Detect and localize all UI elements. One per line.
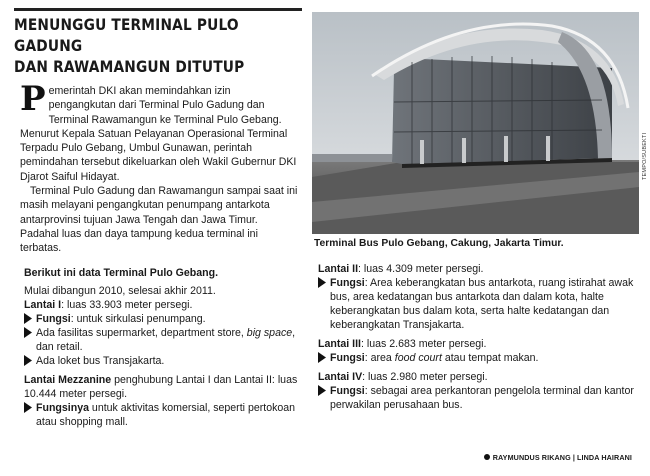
headline-line-2: DAN RAWAMANGUN DITUTUP bbox=[14, 57, 245, 76]
photo-caption: Terminal Bus Pulo Gebang, Cakung, Jakarta Timur. bbox=[314, 238, 564, 249]
lantai-2-fungsi: Fungsi: Area keberangkatan bus antarkota, ruang istirahat awak bus, area kedatangan bus antarkota dan dalam kota, halte keberangkatan bus dalam kota, serta halte kedatangan dan keberangkatan Transjakarta. bbox=[318, 276, 642, 332]
terminal-building-image bbox=[312, 12, 639, 234]
byline bbox=[484, 453, 632, 462]
triangle-bullet-icon bbox=[24, 327, 32, 338]
lead-paragraph-1-text: emerintah DKI akan memindahkan izin pengangkutan dari Terminal Pulo Gadung dan Terminal Rawamangun ke Terminal Pulo Gebang. Menurut Kepala Satuan Pelayanan Operasional Terminal Terpadu Pulo Gebang, Umbul Gunawan, perintah pemindahan tersebut dikeluarkan oleh Wakil Gubernur DKI Djarot Saiful Hidayat. bbox=[20, 85, 297, 183]
drop-cap: P bbox=[20, 79, 46, 119]
dot-icon bbox=[484, 454, 490, 460]
terminal-photo bbox=[312, 12, 639, 234]
lead-text bbox=[20, 79, 298, 256]
headline-line-1: MENUNGGU TERMINAL PULO GADUNG bbox=[14, 15, 239, 55]
triangle-bullet-icon bbox=[24, 402, 32, 413]
data-subheading: Berikut ini data Terminal Pulo Gebang. bbox=[24, 267, 219, 279]
left-data-column bbox=[24, 266, 300, 429]
triangle-bullet-icon bbox=[318, 277, 326, 288]
lantai-1-facilities: Ada fasilitas supermarket, department store, big space, dan retail. bbox=[24, 326, 300, 354]
lantai-4-fungsi: Fungsi: sebagai area perkantoran pengelola terminal dan kantor perwakilan perusahaan bus. bbox=[318, 384, 642, 412]
lead-paragraph-2: Terminal Pulo Gadung dan Rawamangun sampai saat ini masih melayani pengangkutan penumpang antarkota antarprovinsi tujuan Jawa Tengah dan Jawa Timur. Padahal luas dan daya tampung kedua terminal ini terbatas. bbox=[20, 185, 298, 255]
triangle-bullet-icon bbox=[318, 385, 326, 396]
lantai-1-transjakarta: Ada loket bus Transjakarta. bbox=[24, 354, 300, 368]
right-data-column bbox=[318, 262, 642, 412]
lantai-2-area: Lantai II: luas 4.309 meter persegi. bbox=[318, 263, 484, 275]
mezzanine-area: Lantai Mezzanine penghubung Lantai I dan Lantai II: luas 10.444 meter persegi. bbox=[24, 374, 298, 400]
photo-credit: TEMPO/SUBEKTI bbox=[642, 132, 648, 180]
build-period: Mulai dibangun 2010, selesai akhir 2011. bbox=[24, 285, 216, 297]
lantai-3-area: Lantai III: luas 2.683 meter persegi. bbox=[318, 338, 487, 350]
top-rule bbox=[14, 8, 302, 11]
mezzanine-fungsi: Fungsinya untuk aktivitas komersial, seperti pertokoan atau shopping mall. bbox=[24, 401, 300, 429]
byline-text: RAYMUNDUS RIKANG | LINDA HAIRANI bbox=[492, 453, 632, 462]
headline bbox=[14, 14, 305, 77]
triangle-bullet-icon bbox=[318, 352, 326, 363]
lantai-1-area: Lantai I: luas 33.903 meter persegi. bbox=[24, 299, 193, 311]
triangle-bullet-icon bbox=[24, 313, 32, 324]
lantai-3-fungsi: Fungsi: area food court atau tempat makan. bbox=[318, 351, 642, 365]
lantai-1-label: Lantai I bbox=[24, 299, 62, 311]
lead-paragraph-1 bbox=[20, 79, 298, 184]
triangle-bullet-icon bbox=[24, 355, 32, 366]
lantai-1-fungsi: Fungsi: untuk sirkulasi penumpang. bbox=[24, 312, 300, 326]
lantai-4-area: Lantai IV: luas 2.980 meter persegi. bbox=[318, 371, 488, 383]
